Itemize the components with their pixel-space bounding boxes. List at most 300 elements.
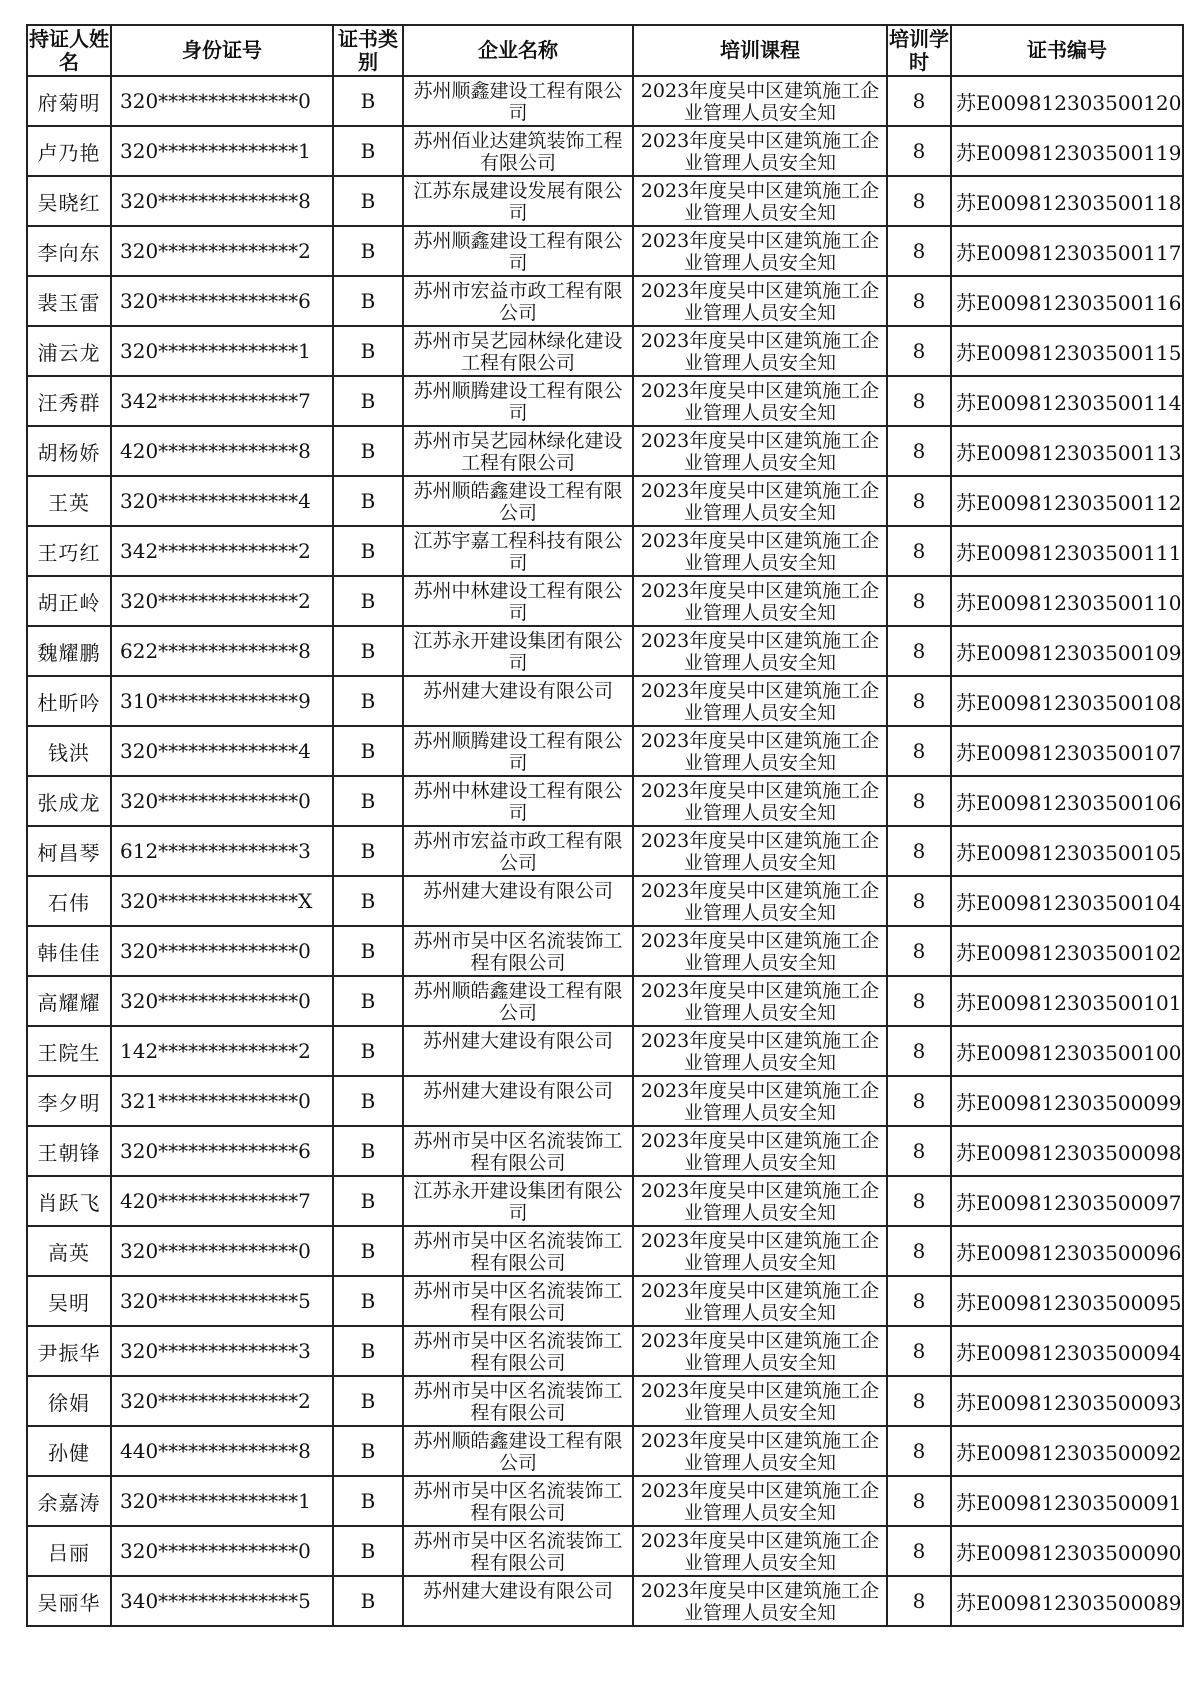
- cell-company: [403, 1176, 633, 1226]
- table-row: [27, 1276, 1183, 1326]
- cell-cert-number: 苏E009812303500110: [951, 576, 1183, 626]
- cell-company-text: 苏州市吴中区名流装饰工程有限公司: [413, 1380, 623, 1423]
- cell-holder-name: 府菊明: [27, 76, 111, 126]
- cell-id-number: 320**************0: [111, 1226, 333, 1276]
- cell-cert-number: 苏E009812303500094: [951, 1326, 1183, 1376]
- cell-holder-name: 杜昕吟: [27, 676, 111, 726]
- cell-cert-number: 苏E009812303500117: [951, 226, 1183, 276]
- cell-course: [633, 976, 887, 1026]
- cell-course-text: 2023年度吴中区建筑施工企业管理人员安全知: [640, 530, 880, 573]
- cell-cert-type: B: [333, 726, 403, 776]
- cell-course-text: 2023年度吴中区建筑施工企业管理人员安全知: [640, 1430, 880, 1473]
- cell-id-number: 142**************2: [111, 1026, 333, 1076]
- cell-holder-name: 柯昌琴: [27, 826, 111, 876]
- cell-holder-name: 王院生: [27, 1026, 111, 1076]
- cell-company: [403, 1576, 633, 1626]
- header-holder-name: 持证人姓名: [27, 25, 111, 76]
- cell-holder-name: 钱洪: [27, 726, 111, 776]
- cell-company-text: 苏州市吴中区名流装饰工程有限公司: [413, 1330, 623, 1373]
- cell-company: [403, 276, 633, 326]
- cell-cert-type: B: [333, 76, 403, 126]
- cell-company-text: 苏州市吴艺园林绿化建设工程有限公司: [413, 430, 623, 473]
- cell-hours: 8: [887, 176, 951, 226]
- cell-id-number: 320**************8: [111, 176, 333, 226]
- cell-course-text: 2023年度吴中区建筑施工企业管理人员安全知: [640, 430, 880, 473]
- cell-cert-type: B: [333, 126, 403, 176]
- cell-course: [633, 1576, 887, 1626]
- cell-course-text: 2023年度吴中区建筑施工企业管理人员安全知: [640, 1380, 880, 1423]
- cell-holder-name: 汪秀群: [27, 376, 111, 426]
- cell-cert-type: B: [333, 1176, 403, 1226]
- cell-hours: 8: [887, 776, 951, 826]
- cell-cert-number: 苏E009812303500109: [951, 626, 1183, 676]
- cell-course: [633, 326, 887, 376]
- cell-cert-number: 苏E009812303500100: [951, 1026, 1183, 1076]
- cell-course: [633, 1226, 887, 1276]
- table-row: [27, 1326, 1183, 1376]
- table-row: [27, 276, 1183, 326]
- cell-cert-number: 苏E009812303500105: [951, 826, 1183, 876]
- header-row: [27, 25, 1183, 76]
- table-row: [27, 1376, 1183, 1426]
- cell-hours: 8: [887, 376, 951, 426]
- table-row: [27, 1476, 1183, 1526]
- cell-id-number: 340**************5: [111, 1576, 333, 1626]
- cell-company-text: 苏州顺鑫建设工程有限公司: [413, 230, 623, 273]
- cell-holder-name: 王巧红: [27, 526, 111, 576]
- cell-course: [633, 1026, 887, 1076]
- cell-holder-name: 王朝锋: [27, 1126, 111, 1176]
- cell-holder-name: 吴晓红: [27, 176, 111, 226]
- cell-course-text: 2023年度吴中区建筑施工企业管理人员安全知: [640, 280, 880, 323]
- cell-course: [633, 1176, 887, 1226]
- cell-course-text: 2023年度吴中区建筑施工企业管理人员安全知: [640, 930, 880, 973]
- cell-cert-type: B: [333, 376, 403, 426]
- table-row: [27, 626, 1183, 676]
- table-body: [27, 76, 1183, 1626]
- cell-cert-type: B: [333, 876, 403, 926]
- cell-company-text: 苏州市宏益市政工程有限公司: [413, 280, 623, 323]
- cell-hours: 8: [887, 576, 951, 626]
- cell-course: [633, 1526, 887, 1576]
- cell-cert-type: B: [333, 676, 403, 726]
- table-row: [27, 876, 1183, 926]
- cell-id-number: 320**************2: [111, 1376, 333, 1426]
- cell-id-number: 320**************3: [111, 1326, 333, 1376]
- cell-course: [633, 276, 887, 326]
- cell-company: [403, 1026, 633, 1076]
- cell-course-text: 2023年度吴中区建筑施工企业管理人员安全知: [640, 1280, 880, 1323]
- header-cert-number: 证书编号: [951, 25, 1183, 76]
- cell-holder-name: 韩佳佳: [27, 926, 111, 976]
- cell-cert-type: B: [333, 1226, 403, 1276]
- cell-id-number: 320**************2: [111, 226, 333, 276]
- cell-course: [633, 1076, 887, 1126]
- cell-id-number: 622**************8: [111, 626, 333, 676]
- cell-course: [633, 176, 887, 226]
- cell-holder-name: 王英: [27, 476, 111, 526]
- cell-course: [633, 776, 887, 826]
- cell-company: [403, 476, 633, 526]
- cell-company: [403, 1226, 633, 1276]
- cell-hours: 8: [887, 526, 951, 576]
- cell-course: [633, 1476, 887, 1526]
- cell-hours: 8: [887, 1476, 951, 1526]
- cell-holder-name: 孙健: [27, 1426, 111, 1476]
- cell-cert-type: B: [333, 1526, 403, 1576]
- cell-cert-number: 苏E009812303500120: [951, 76, 1183, 126]
- table-row: [27, 376, 1183, 426]
- cell-cert-type: B: [333, 1376, 403, 1426]
- table-row: [27, 1026, 1183, 1076]
- cell-cert-number: 苏E009812303500107: [951, 726, 1183, 776]
- cell-holder-name: 肖跃飞: [27, 1176, 111, 1226]
- cell-company: [403, 1076, 633, 1126]
- cell-cert-number: 苏E009812303500098: [951, 1126, 1183, 1176]
- cell-course: [633, 76, 887, 126]
- cell-hours: 8: [887, 326, 951, 376]
- cell-id-number: 320**************0: [111, 926, 333, 976]
- cell-id-number: 320**************0: [111, 976, 333, 1026]
- table-row: [27, 1126, 1183, 1176]
- cell-company-text: 苏州顺鑫建设工程有限公司: [413, 80, 623, 123]
- cell-hours: 8: [887, 976, 951, 1026]
- cell-id-number: 310**************9: [111, 676, 333, 726]
- cell-cert-type: B: [333, 176, 403, 226]
- cell-company-text: 苏州建大建设有限公司: [422, 1030, 613, 1052]
- cell-company-text: 苏州中林建设工程有限公司: [413, 580, 623, 623]
- cell-holder-name: 胡杨娇: [27, 426, 111, 476]
- cell-hours: 8: [887, 426, 951, 476]
- table-row: [27, 1576, 1183, 1626]
- cell-course: [633, 1126, 887, 1176]
- cell-company: [403, 776, 633, 826]
- cell-course: [633, 926, 887, 976]
- cell-company-text: 苏州顺皓鑫建设工程有限公司: [413, 480, 623, 523]
- cell-course-text: 2023年度吴中区建筑施工企业管理人员安全知: [640, 480, 880, 523]
- cell-course: [633, 626, 887, 676]
- cell-holder-name: 高英: [27, 1226, 111, 1276]
- table-row: [27, 726, 1183, 776]
- cell-course-text: 2023年度吴中区建筑施工企业管理人员安全知: [640, 1080, 880, 1123]
- cell-course-text: 2023年度吴中区建筑施工企业管理人员安全知: [640, 1130, 880, 1173]
- cell-cert-type: B: [333, 976, 403, 1026]
- cell-cert-number: 苏E009812303500090: [951, 1526, 1183, 1576]
- cell-cert-type: B: [333, 426, 403, 476]
- cell-company: [403, 226, 633, 276]
- header-cert-type: 证书类别: [333, 25, 403, 76]
- cell-hours: 8: [887, 1276, 951, 1326]
- cell-course: [633, 826, 887, 876]
- cell-cert-number: 苏E009812303500112: [951, 476, 1183, 526]
- cell-company-text: 苏州建大建设有限公司: [422, 1080, 613, 1102]
- cell-company: [403, 326, 633, 376]
- cell-holder-name: 吕丽: [27, 1526, 111, 1576]
- header-hours: 培训学时: [887, 25, 951, 76]
- cell-company: [403, 1376, 633, 1426]
- cell-company: [403, 1126, 633, 1176]
- cell-company: [403, 376, 633, 426]
- cell-hours: 8: [887, 276, 951, 326]
- cell-hours: 8: [887, 1176, 951, 1226]
- cell-cert-number: 苏E009812303500099: [951, 1076, 1183, 1126]
- cell-course-text: 2023年度吴中区建筑施工企业管理人员安全知: [640, 180, 880, 223]
- cell-cert-type: B: [333, 826, 403, 876]
- cell-company-text: 苏州建大建设有限公司: [422, 880, 613, 902]
- cell-cert-type: B: [333, 626, 403, 676]
- cell-id-number: 420**************8: [111, 426, 333, 476]
- cell-cert-number: 苏E009812303500097: [951, 1176, 1183, 1226]
- cell-cert-number: 苏E009812303500111: [951, 526, 1183, 576]
- table-row: [27, 1426, 1183, 1476]
- cell-company-text: 苏州中林建设工程有限公司: [413, 780, 623, 823]
- table-row: [27, 576, 1183, 626]
- table-row: [27, 126, 1183, 176]
- cell-id-number: 320**************0: [111, 76, 333, 126]
- cell-id-number: 342**************2: [111, 526, 333, 576]
- cell-course-text: 2023年度吴中区建筑施工企业管理人员安全知: [640, 630, 880, 673]
- cell-cert-type: B: [333, 1076, 403, 1126]
- cell-course: [633, 1376, 887, 1426]
- cell-company-text: 苏州顺皓鑫建设工程有限公司: [413, 1430, 623, 1473]
- cell-course-text: 2023年度吴中区建筑施工企业管理人员安全知: [640, 230, 880, 273]
- cell-course-text: 2023年度吴中区建筑施工企业管理人员安全知: [640, 980, 880, 1023]
- cell-cert-type: B: [333, 1276, 403, 1326]
- cell-company-text: 苏州佰业达建筑装饰工程有限公司: [413, 130, 623, 173]
- cell-holder-name: 石伟: [27, 876, 111, 926]
- cell-company: [403, 926, 633, 976]
- cell-company: [403, 1476, 633, 1526]
- cell-hours: 8: [887, 1126, 951, 1176]
- table-row: [27, 76, 1183, 126]
- cell-company-text: 苏州市吴中区名流装饰工程有限公司: [413, 930, 623, 973]
- cell-holder-name: 徐娟: [27, 1376, 111, 1426]
- table-row: [27, 926, 1183, 976]
- cell-hours: 8: [887, 1576, 951, 1626]
- cell-hours: 8: [887, 926, 951, 976]
- cell-cert-type: B: [333, 1426, 403, 1476]
- cell-course-text: 2023年度吴中区建筑施工企业管理人员安全知: [640, 1230, 880, 1273]
- cell-cert-type: B: [333, 926, 403, 976]
- cell-course-text: 2023年度吴中区建筑施工企业管理人员安全知: [640, 880, 880, 923]
- cell-course: [633, 1326, 887, 1376]
- cell-holder-name: 吴丽华: [27, 1576, 111, 1626]
- cell-cert-number: 苏E009812303500113: [951, 426, 1183, 476]
- cell-hours: 8: [887, 1326, 951, 1376]
- table-row: [27, 1076, 1183, 1126]
- cell-holder-name: 卢乃艳: [27, 126, 111, 176]
- cell-cert-number: 苏E009812303500108: [951, 676, 1183, 726]
- cell-holder-name: 高耀耀: [27, 976, 111, 1026]
- cell-company: [403, 76, 633, 126]
- table-header: [27, 25, 1183, 76]
- cell-course: [633, 526, 887, 576]
- cell-course: [633, 226, 887, 276]
- cell-hours: 8: [887, 726, 951, 776]
- cell-id-number: 320**************X: [111, 876, 333, 926]
- cell-company: [403, 1326, 633, 1376]
- table-row: [27, 826, 1183, 876]
- table-row: [27, 776, 1183, 826]
- cell-course-text: 2023年度吴中区建筑施工企业管理人员安全知: [640, 1530, 880, 1573]
- table-row: [27, 676, 1183, 726]
- cell-course-text: 2023年度吴中区建筑施工企业管理人员安全知: [640, 1480, 880, 1523]
- cell-cert-type: B: [333, 1126, 403, 1176]
- cell-company: [403, 126, 633, 176]
- cell-hours: 8: [887, 226, 951, 276]
- cell-hours: 8: [887, 1226, 951, 1276]
- header-id-number: 身份证号: [111, 25, 333, 76]
- table-row: [27, 226, 1183, 276]
- cell-course-text: 2023年度吴中区建筑施工企业管理人员安全知: [640, 780, 880, 823]
- cell-cert-number: 苏E009812303500106: [951, 776, 1183, 826]
- table-row: [27, 176, 1183, 226]
- cell-id-number: 320**************0: [111, 776, 333, 826]
- cell-course-text: 2023年度吴中区建筑施工企业管理人员安全知: [640, 1180, 880, 1223]
- cell-id-number: 420**************7: [111, 1176, 333, 1226]
- cell-cert-number: 苏E009812303500089: [951, 1576, 1183, 1626]
- cell-company-text: 苏州市吴中区名流装饰工程有限公司: [413, 1280, 623, 1323]
- table-row: [27, 1176, 1183, 1226]
- cell-cert-number: 苏E009812303500101: [951, 976, 1183, 1026]
- cell-id-number: 320**************4: [111, 726, 333, 776]
- cell-id-number: 320**************5: [111, 1276, 333, 1326]
- cell-cert-type: B: [333, 1326, 403, 1376]
- cell-course: [633, 876, 887, 926]
- cell-company: [403, 1526, 633, 1576]
- cell-id-number: 320**************0: [111, 1526, 333, 1576]
- table-row: [27, 476, 1183, 526]
- cell-course: [633, 476, 887, 526]
- cell-course-text: 2023年度吴中区建筑施工企业管理人员安全知: [640, 730, 880, 773]
- cell-cert-number: 苏E009812303500115: [951, 326, 1183, 376]
- cell-cert-type: B: [333, 1476, 403, 1526]
- cell-course-text: 2023年度吴中区建筑施工企业管理人员安全知: [640, 1580, 880, 1623]
- cell-company-text: 江苏永开建设集团有限公司: [413, 630, 623, 673]
- cell-company-text: 苏州顺腾建设工程有限公司: [413, 730, 623, 773]
- cell-id-number: 320**************4: [111, 476, 333, 526]
- table-row: [27, 426, 1183, 476]
- cell-cert-type: B: [333, 576, 403, 626]
- cell-cert-type: B: [333, 1026, 403, 1076]
- cell-cert-number: 苏E009812303500096: [951, 1226, 1183, 1276]
- cell-cert-number: 苏E009812303500093: [951, 1376, 1183, 1426]
- cell-cert-type: B: [333, 776, 403, 826]
- cell-id-number: 320**************6: [111, 276, 333, 326]
- cell-hours: 8: [887, 126, 951, 176]
- cell-cert-number: 苏E009812303500104: [951, 876, 1183, 926]
- cell-company: [403, 176, 633, 226]
- cell-course-text: 2023年度吴中区建筑施工企业管理人员安全知: [640, 830, 880, 873]
- cell-course: [633, 126, 887, 176]
- cell-hours: 8: [887, 1076, 951, 1126]
- cell-company: [403, 676, 633, 726]
- cell-company-text: 苏州市吴中区名流装饰工程有限公司: [413, 1530, 623, 1573]
- cell-cert-number: 苏E009812303500091: [951, 1476, 1183, 1526]
- cell-holder-name: 李向东: [27, 226, 111, 276]
- cell-cert-number: 苏E009812303500116: [951, 276, 1183, 326]
- cell-course: [633, 576, 887, 626]
- table-row: [27, 1526, 1183, 1576]
- cell-id-number: 612**************3: [111, 826, 333, 876]
- cell-cert-number: 苏E009812303500119: [951, 126, 1183, 176]
- cell-id-number: 321**************0: [111, 1076, 333, 1126]
- cell-hours: 8: [887, 1526, 951, 1576]
- header-course: 培训课程: [633, 25, 887, 76]
- cell-company-text: 苏州建大建设有限公司: [422, 680, 613, 702]
- cell-hours: 8: [887, 626, 951, 676]
- cell-id-number: 320**************1: [111, 126, 333, 176]
- cell-holder-name: 浦云龙: [27, 326, 111, 376]
- cell-cert-type: B: [333, 276, 403, 326]
- cell-company-text: 江苏东晟建设发展有限公司: [413, 180, 623, 223]
- cell-cert-number: 苏E009812303500092: [951, 1426, 1183, 1476]
- cell-hours: 8: [887, 1026, 951, 1076]
- cell-course-text: 2023年度吴中区建筑施工企业管理人员安全知: [640, 80, 880, 123]
- cell-cert-number: 苏E009812303500095: [951, 1276, 1183, 1326]
- cell-company-text: 江苏宇嘉工程科技有限公司: [413, 530, 623, 573]
- cell-holder-name: 余嘉涛: [27, 1476, 111, 1526]
- cell-company-text: 苏州市吴中区名流装饰工程有限公司: [413, 1230, 623, 1273]
- cell-course: [633, 1426, 887, 1476]
- cell-company: [403, 526, 633, 576]
- cell-id-number: 440**************8: [111, 1426, 333, 1476]
- cell-company: [403, 826, 633, 876]
- cell-company-text: 江苏永开建设集团有限公司: [413, 1180, 623, 1223]
- cell-id-number: 320**************1: [111, 1476, 333, 1526]
- cell-company: [403, 726, 633, 776]
- cell-course-text: 2023年度吴中区建筑施工企业管理人员安全知: [640, 130, 880, 173]
- cell-course-text: 2023年度吴中区建筑施工企业管理人员安全知: [640, 680, 880, 723]
- cell-course: [633, 426, 887, 476]
- cell-company-text: 苏州市吴艺园林绿化建设工程有限公司: [413, 330, 623, 373]
- cell-cert-number: 苏E009812303500118: [951, 176, 1183, 226]
- cell-course-text: 2023年度吴中区建筑施工企业管理人员安全知: [640, 1330, 880, 1373]
- cell-company: [403, 426, 633, 476]
- cell-cert-type: B: [333, 326, 403, 376]
- cell-holder-name: 魏耀鹏: [27, 626, 111, 676]
- cell-company: [403, 1426, 633, 1476]
- cell-hours: 8: [887, 876, 951, 926]
- cell-course: [633, 376, 887, 426]
- cell-holder-name: 尹振华: [27, 1326, 111, 1376]
- cell-cert-type: B: [333, 476, 403, 526]
- cell-cert-type: B: [333, 1576, 403, 1626]
- cell-course-text: 2023年度吴中区建筑施工企业管理人员安全知: [640, 1030, 880, 1073]
- cell-holder-name: 张成龙: [27, 776, 111, 826]
- cell-company-text: 苏州市宏益市政工程有限公司: [413, 830, 623, 873]
- cell-cert-type: B: [333, 226, 403, 276]
- cell-course: [633, 726, 887, 776]
- cell-hours: 8: [887, 476, 951, 526]
- cell-company: [403, 576, 633, 626]
- cell-cert-number: 苏E009812303500102: [951, 926, 1183, 976]
- table-row: [27, 976, 1183, 1026]
- cell-company-text: 苏州建大建设有限公司: [422, 1580, 613, 1602]
- header-company: 企业名称: [403, 25, 633, 76]
- cell-hours: 8: [887, 676, 951, 726]
- table-row: [27, 1226, 1183, 1276]
- cell-hours: 8: [887, 76, 951, 126]
- table-row: [27, 326, 1183, 376]
- cell-company-text: 苏州市吴中区名流装饰工程有限公司: [413, 1130, 623, 1173]
- cell-company-text: 苏州市吴中区名流装饰工程有限公司: [413, 1480, 623, 1523]
- cell-cert-number: 苏E009812303500114: [951, 376, 1183, 426]
- table-row: [27, 526, 1183, 576]
- cell-course: [633, 1276, 887, 1326]
- cell-company-text: 苏州顺皓鑫建设工程有限公司: [413, 980, 623, 1023]
- cell-course-text: 2023年度吴中区建筑施工企业管理人员安全知: [640, 380, 880, 423]
